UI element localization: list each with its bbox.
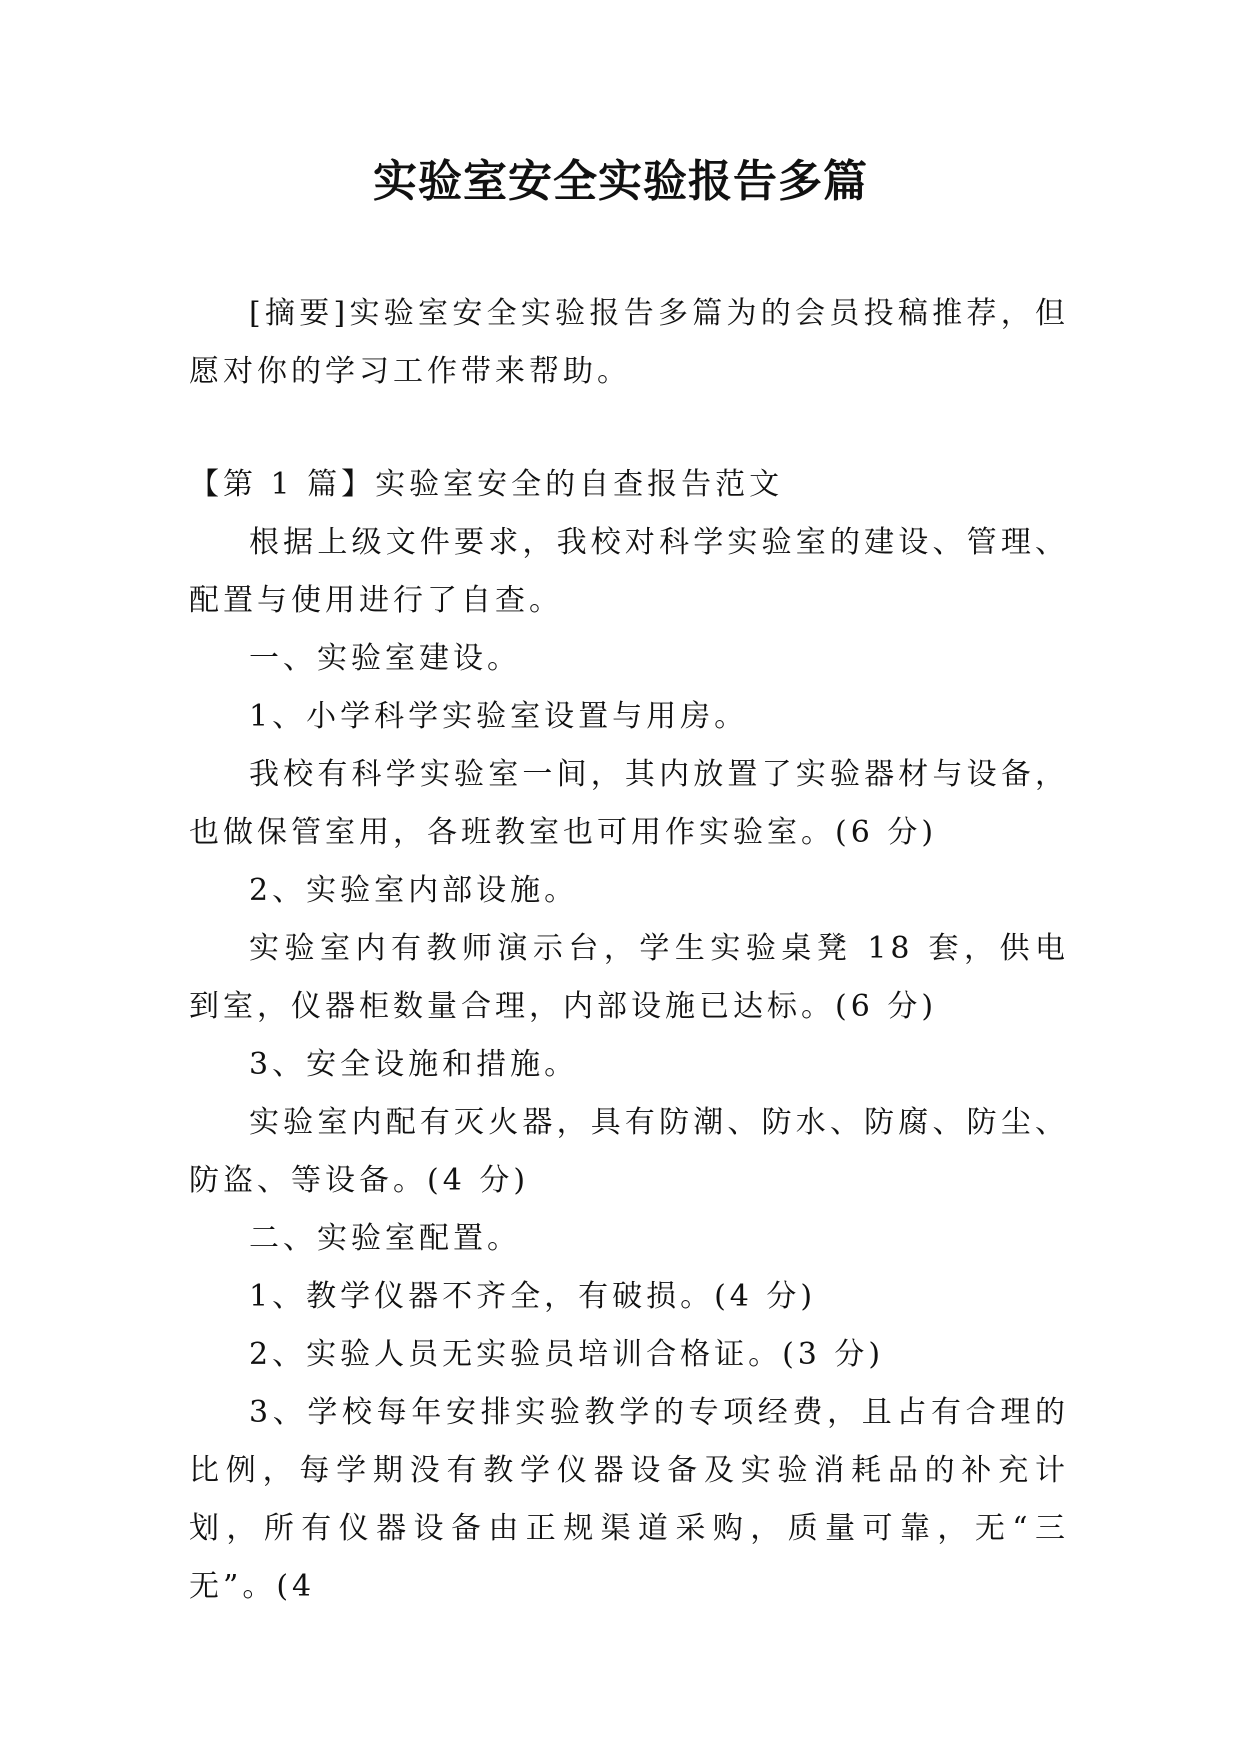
paragraph: 根据上级文件要求，我校对科学实验室的建设、管理、配置与使用进行了自查。	[189, 525, 1069, 618]
paragraph: 2、实验室内部设施。	[249, 873, 579, 908]
abstract-block	[189, 285, 1069, 401]
paragraph: 3、安全设施和措施。	[249, 1047, 579, 1082]
paragraph: 2、实验人员无实验员培训合格证。(3 分)	[249, 1337, 885, 1372]
document-title: 实验室安全实验报告多篇	[373, 156, 868, 207]
paragraph: 一、实验室建设。	[249, 641, 521, 676]
section-heading: 【第 1 篇】实验室安全的自查报告范文	[189, 467, 784, 502]
paragraph: 3、学校每年安排实验教学的专项经费，且占有合理的比例，每学期没有教学仪器设备及实验消耗品的补充计划，所有仪器设备由正规渠道采购，质量可靠，无“三无”。(4	[189, 1395, 1069, 1604]
abstract-paragraph: [摘要]实验室安全实验报告多篇为的会员投稿推荐，但愿对你的学习工作带来帮助。	[189, 296, 1069, 389]
paragraph: 二、实验室配置。	[249, 1221, 521, 1256]
paragraph: 1、教学仪器不齐全，有破损。(4 分)	[249, 1279, 817, 1314]
paragraph: 实验室内有教师演示台，学生实验桌凳 18 套，供电到室，仪器柜数量合理，内部设施已达标。(6 分)	[189, 931, 1069, 1024]
paragraph: 1、小学科学实验室设置与用房。	[249, 699, 749, 734]
paragraph: 实验室内配有灭火器，具有防潮、防水、防腐、防尘、防盗、等设备。(4 分)	[189, 1105, 1069, 1198]
article-body	[189, 456, 1069, 1616]
paragraph: 我校有科学实验室一间，其内放置了实验器材与设备，也做保管室用，各班教室也可用作实验室。(6 分)	[189, 757, 1069, 850]
